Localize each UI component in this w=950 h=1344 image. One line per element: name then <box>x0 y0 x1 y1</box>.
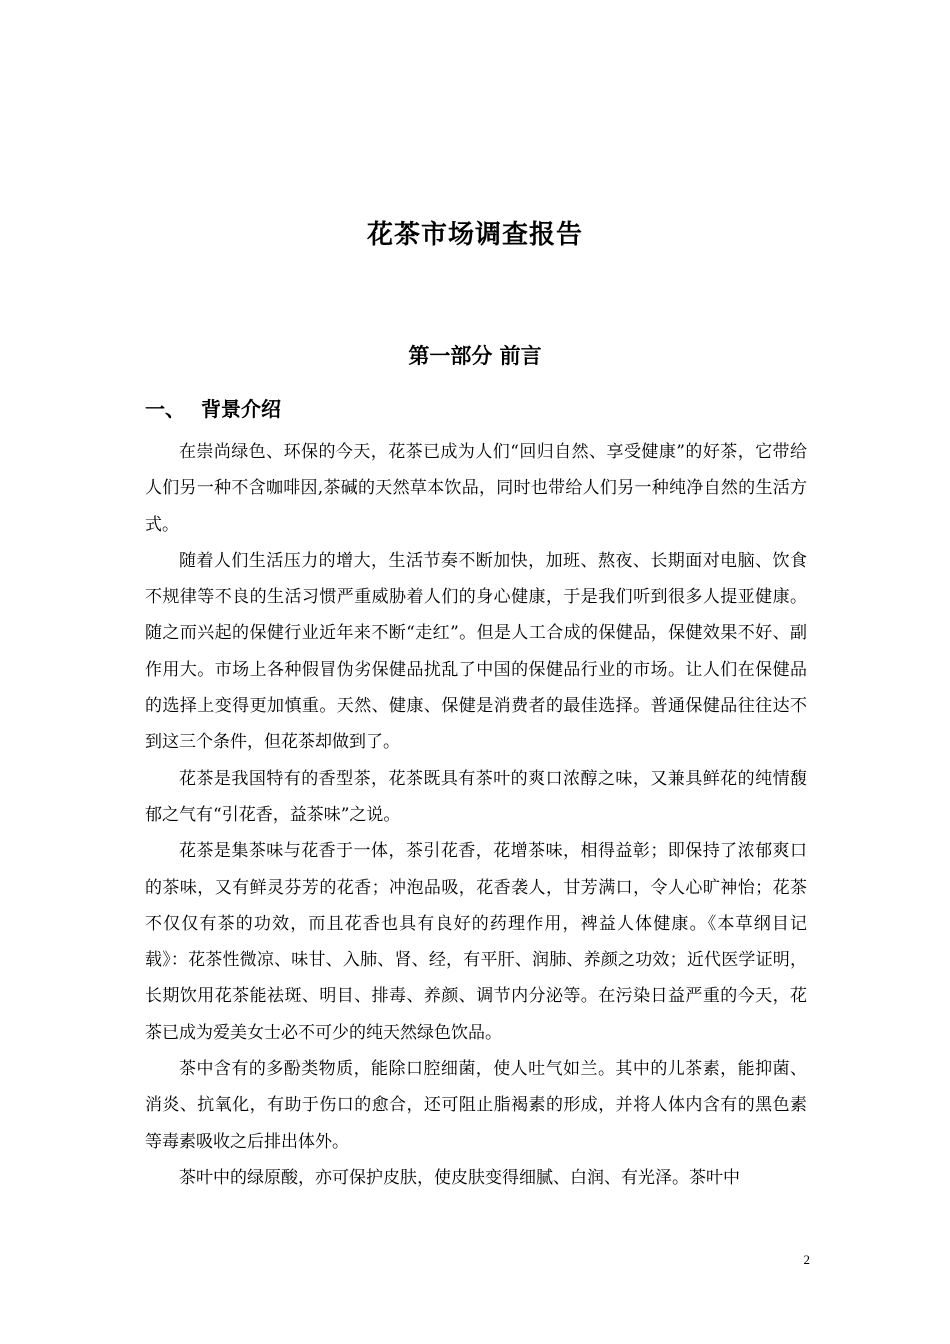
paragraph: 花茶是我国特有的香型茶，花茶既具有茶叶的爽口浓醇之味，又兼具鲜花的纯情馥郁之气有“引花香，益茶味”之说。 <box>145 768 807 825</box>
part-title: 第一部分 前言 <box>408 344 542 368</box>
section-heading <box>145 393 281 422</box>
body-text <box>145 434 807 1196</box>
paragraph: 花茶是集茶味与花香于一体，茶引花香，花增茶味，相得益彰；即保持了浓郁爽口的茶味，又有鲜灵芬芳的花香；冲泡品吸，花香袭人，甘芳满口，令人心旷神怡；花茶不仅仅有茶的功效，而且花香也具有良好的药理作用，裨益人体健康。《本草纲目记载》：花茶性微凉、味甘、入肺、肾、经，有平肝、润肺、养颜之功效；近代医学证明，长期饮用花茶能祛斑、明目、排毒、养颜、调节内分泌等。在污染日益严重的今天，花茶已成为爱美女士必不可少的纯天然绿色饮品。 <box>145 841 807 1043</box>
paragraph: 随着人们生活压力的增大，生活节奏不断加快，加班、熬夜、长期面对电脑、饮食不规律等不良的生活习惯严重威胁着人们的身心健康，于是我们听到很多人提亚健康。随之而兴起的保健行业近年来不断“走红”。但是人工合成的保健品，保健效果不好、副作用大。市场上各种假冒伪劣保健品扰乱了中国的保健品行业的市场。让人们在保健品的选择上变得更加慎重。天然、健康、保健是消费者的最佳选择。普通保健品往往达不到这三个条件，但花茶却做到了。 <box>145 550 807 753</box>
section-heading-text: 背景介绍 <box>201 397 281 421</box>
page-number: 2 <box>803 1252 810 1267</box>
document-title: 花茶市场调查报告 <box>366 220 583 250</box>
section-number: 一、 <box>145 397 185 421</box>
paragraph: 茶叶中的绿原酸，亦可保护皮肤，使皮肤变得细腻、白润、有光泽。茶叶中 <box>179 1167 740 1188</box>
paragraph: 茶中含有的多酚类物质，能除口腔细菌，使人吐气如兰。其中的儿茶素，能抑菌、消炎、抗氧化，有助于伤口的愈合，还可阻止脂褐素的形成，并将人体内含有的黑色素等毒素吸收之后排出体外。 <box>145 1059 807 1152</box>
paragraph: 在崇尚绿色、环保的今天，花茶已成为人们“回归自然、享受健康”的好茶，它带给人们另一种不含咖啡因,茶碱的天然草本饮品，同时也带给人们另一种纯净自然的生活方式。 <box>145 442 807 535</box>
